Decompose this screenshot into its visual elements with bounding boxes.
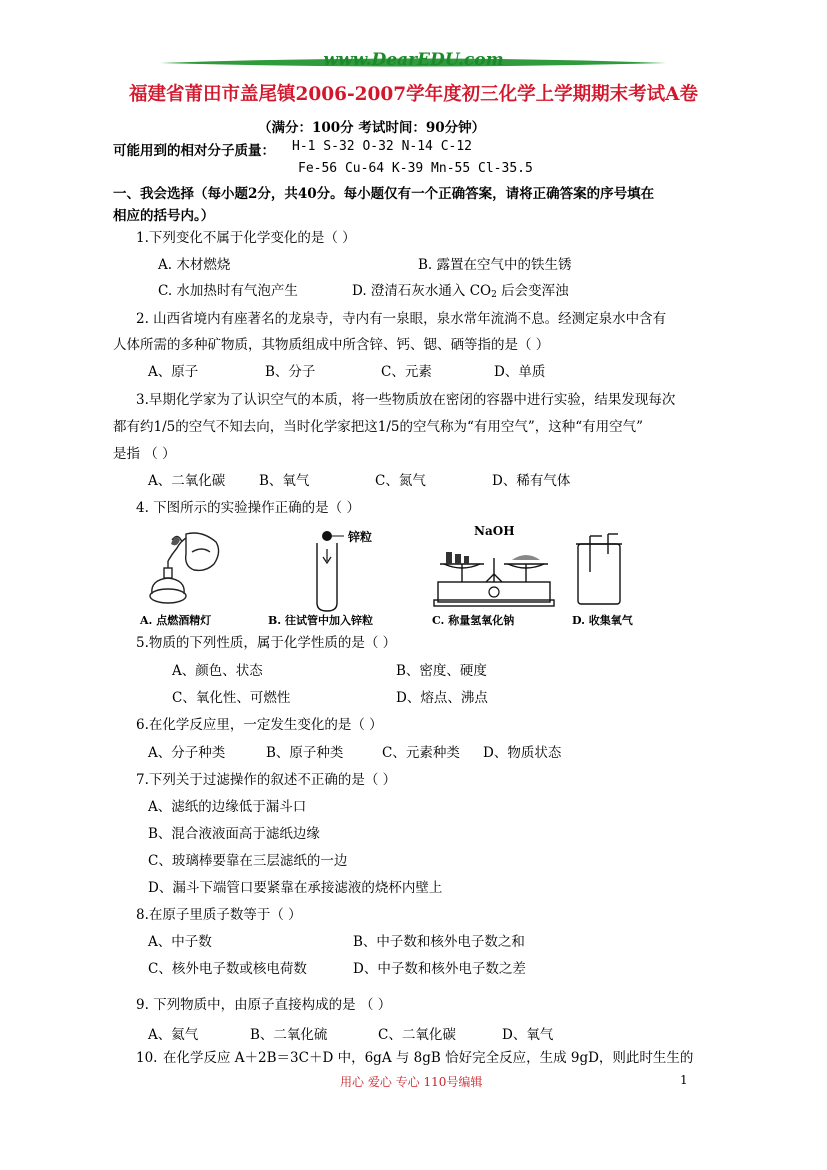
- q9-option-b: B、二氧化硫: [250, 1027, 328, 1043]
- q8-stem: 8.在原子里质子数等于（ ）: [136, 907, 302, 923]
- q8-option-a: A、中子数: [148, 934, 212, 950]
- q3-line-3: 是指 （ ）: [113, 446, 176, 462]
- q7-option-a: A、滤纸的边缘低于漏斗口: [148, 799, 307, 815]
- q5-stem: 5.物质的下列性质，属于化学性质的是（ ）: [136, 635, 397, 651]
- q4-stem: 4. 下图所示的实验操作正确的是（ ）: [136, 500, 360, 516]
- page-number: 1: [680, 1073, 688, 1087]
- figure-caption-c: C. 称量氢氧化钠: [432, 614, 515, 627]
- q10-number: 10.: [136, 1050, 158, 1066]
- naoh-label: NaOH: [474, 524, 515, 538]
- q1-option-d: [352, 279, 569, 300]
- section-heading-1: 一、我会选择（每小题2分，共40分。每小题仅有一个正确答案，请将正确答案的序号填在: [113, 186, 655, 202]
- q2-line-1: 2. 山西省境内有座著名的龙泉寺，寺内有一泉眼，泉水常年流淌不息。经测定泉水中含有: [136, 311, 667, 327]
- q1-option-a: A. 木材燃烧: [158, 257, 231, 273]
- q6-stem: 6.在化学反应里，一定发生变化的是（ ）: [136, 717, 383, 733]
- q5-option-a: A、颜色、状态: [172, 663, 263, 679]
- q9-option-c: C、二氧化碳: [378, 1027, 456, 1043]
- mass-values-1: H-1 S-32 O-32 N-14 C-12: [292, 139, 473, 154]
- q3-line-2: 都有约1/5的空气不知去向，当时化学家把这1/5的空气称为“有用空气”，这种“有用空气”: [113, 419, 644, 435]
- q9-option-a: A、氦气: [148, 1027, 199, 1043]
- q2-option-b: B、分子: [265, 364, 316, 380]
- q6-option-c: C、元素种类: [382, 745, 460, 761]
- q9-stem: 9. 下列物质中，由原子直接构成的是 （ ）: [136, 997, 392, 1013]
- balance-figure: [432, 538, 556, 610]
- q3-option-c: C、氮气: [375, 473, 426, 489]
- figure-caption-b: B. 往试管中加入锌粒: [268, 614, 373, 627]
- q3-line-1: 3.早期化学家为了认识空气的本质，将一些物质放在密闭的容器中进行实验，结果发现每次: [136, 392, 676, 408]
- q2-line-2: 人体所需的多种矿物质，其物质组成中所含锌、钙、锶、硒等指的是（ ）: [113, 337, 550, 353]
- zinc-label: 锌粒: [348, 530, 373, 544]
- q7-stem: 7.下列关于过滤操作的叙述不正确的是（ ）: [136, 772, 397, 788]
- q1-option-c: C. 水加热时有气泡产生: [158, 283, 298, 299]
- q9-option-d: D、氧气: [502, 1027, 554, 1043]
- q1-option-d-tail: 后会变浑浊: [496, 283, 569, 299]
- q8-option-d: D、中子数和核外电子数之差: [353, 961, 526, 977]
- q3-option-d: D、稀有气体: [492, 473, 571, 489]
- q1-option-b: B. 露置在空气中的铁生锈: [418, 257, 572, 273]
- gas-bottle-figure: [572, 532, 632, 608]
- q3-option-b: B、氧气: [259, 473, 310, 489]
- site-url[interactable]: www.DearEDU.com: [323, 50, 504, 70]
- q2-option-a: A、原子: [148, 364, 199, 380]
- page-title: 福建省莆田市盖尾镇2006-2007学年度初三化学上学期期末考试A卷: [128, 84, 698, 105]
- footer-text: 用心 爱心 专心 110号编辑: [340, 1075, 483, 1089]
- q8-option-b: B、中子数和核外电子数之和: [353, 934, 525, 950]
- exam-meta: （满分：100分 考试时间：90分钟）: [258, 120, 486, 136]
- mass-label: 可能用到的相对分子质量：: [113, 143, 275, 159]
- mass-values-2: Fe-56 Cu-64 K-39 Mn-55 Cl-35.5: [298, 161, 533, 176]
- q5-option-d: D、熔点、沸点: [396, 690, 488, 706]
- q5-option-c: C、氧化性、可燃性: [172, 690, 291, 706]
- q8-option-c: C、核外电子数或核电荷数: [148, 961, 307, 977]
- q5-option-b: B、密度、硬度: [396, 663, 487, 679]
- q1-stem: 1.下列变化不属于化学变化的是（ ）: [136, 230, 356, 246]
- section-heading-2: 相应的括号内。）: [113, 208, 215, 224]
- q6-option-d: D、物质状态: [483, 745, 562, 761]
- figure-caption-a: A. 点燃酒精灯: [140, 614, 212, 627]
- q10-text: 在化学反应 A＋2B＝3C＋D 中，6gA 与 8gB 恰好完全反应，生成 9gD，则此时生生的: [163, 1050, 694, 1066]
- q2-option-d: D、单质: [494, 364, 546, 380]
- q1-option-d-text: D. 澄清石灰水通入 CO: [352, 283, 492, 299]
- q7-option-b: B、混合液液面高于滤纸边缘: [148, 826, 320, 842]
- alcohol-lamp-figure: [142, 528, 226, 610]
- q6-option-a: A、分子种类: [148, 745, 226, 761]
- q1-option-d-sub: 2: [491, 290, 497, 300]
- q7-option-d: D、漏斗下端管口要紧靠在承接滤液的烧杯内壁上: [148, 880, 443, 896]
- q3-option-a: A、二氧化碳: [148, 473, 226, 489]
- q2-option-c: C、元素: [381, 364, 432, 380]
- q6-option-b: B、原子种类: [266, 745, 344, 761]
- q7-option-c: C、玻璃棒要靠在三层滤纸的一边: [148, 853, 348, 869]
- figure-caption-d: D. 收集氧气: [572, 614, 633, 627]
